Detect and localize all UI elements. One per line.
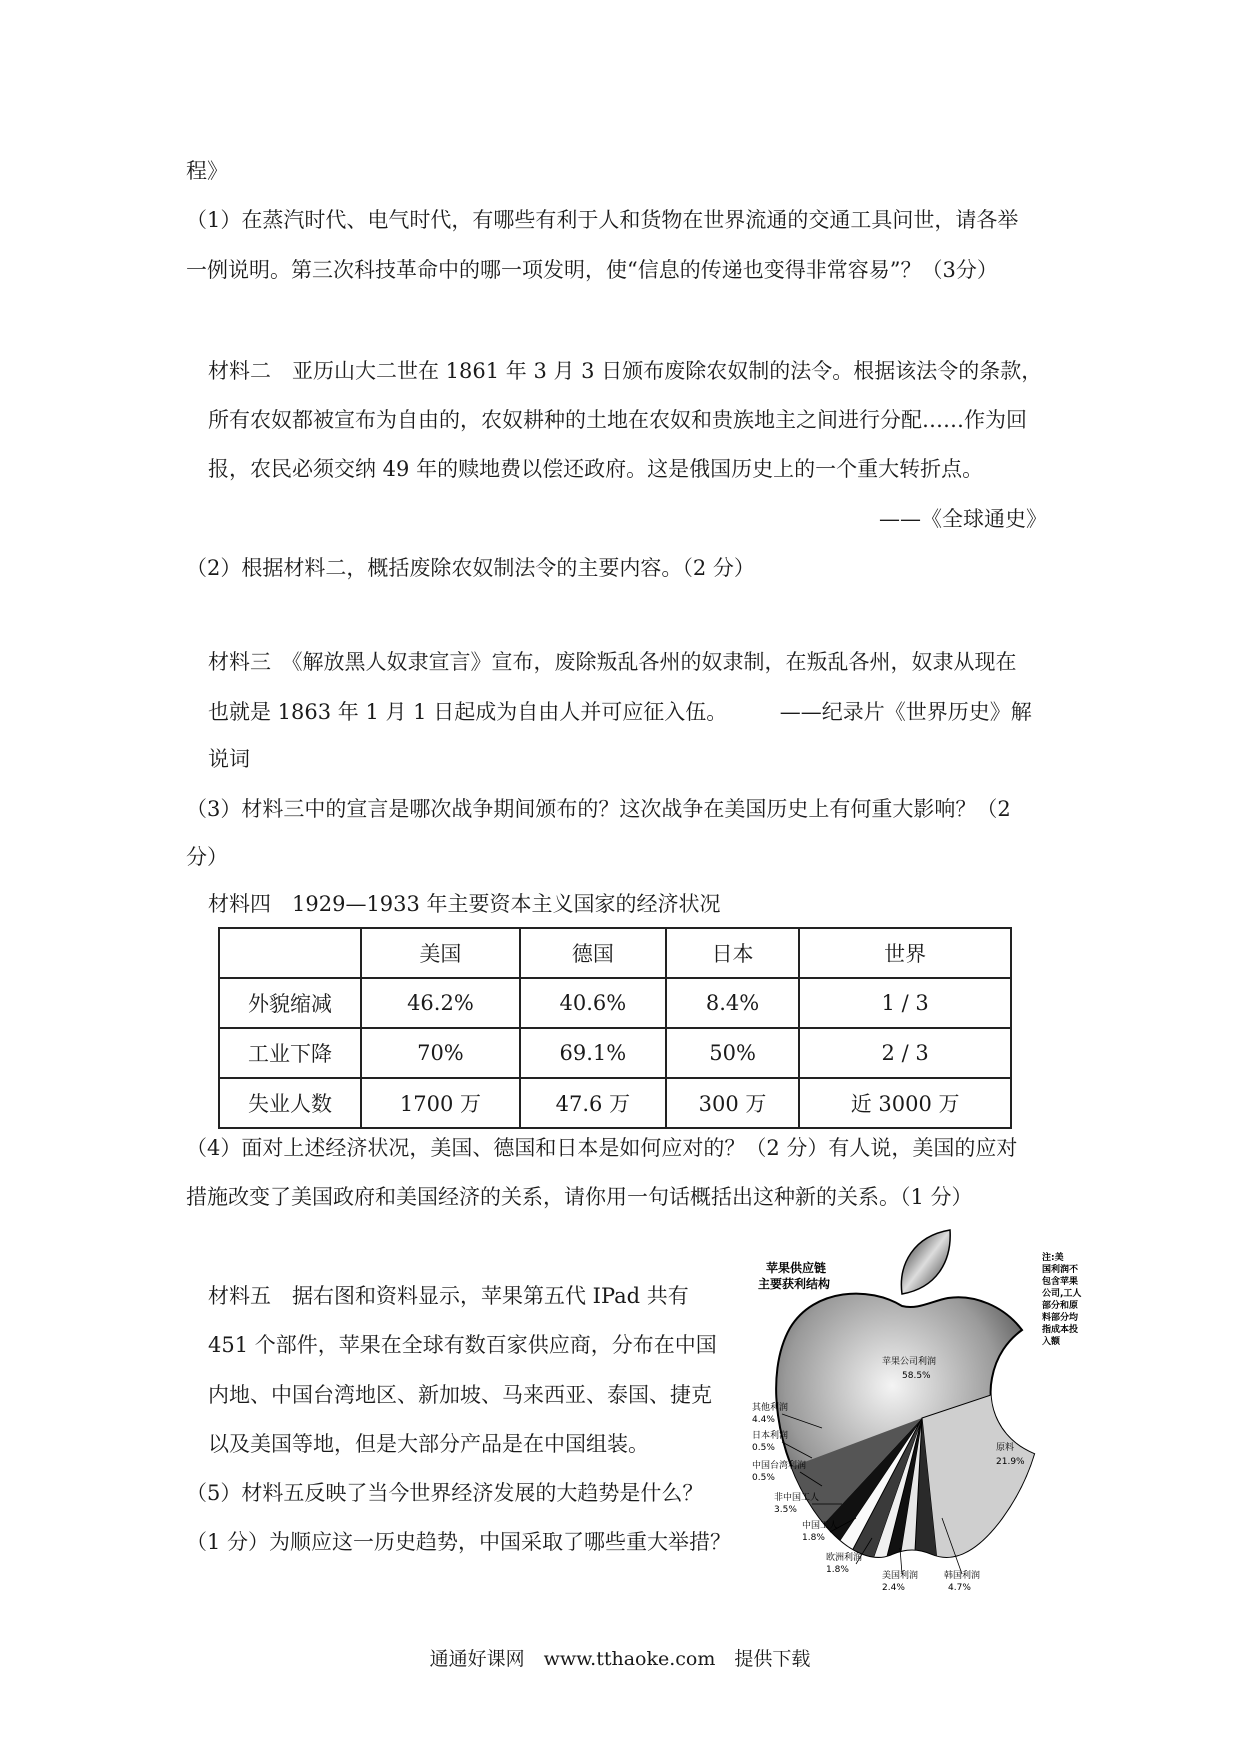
svg-text:注:美: 注:美 (1042, 1253, 1064, 1263)
material-3-line: 也就是 1863 年 1 月 1 日起成为自由人并可应征入伍。 ——纪录片《世界历史》解 (208, 700, 1032, 724)
label-taiwan: 中国台湾利润 (752, 1461, 807, 1471)
table-row (219, 1028, 1011, 1078)
svg-text:指成本投: 指成本投 (1042, 1325, 1079, 1335)
table-cell: 2 / 3 (799, 1028, 1011, 1078)
material-5-line: 内地、中国台湾地区、新加坡、马来西亚、泰国、捷克 (208, 1383, 712, 1407)
apple-leaf (901, 1230, 950, 1294)
value-non-china-workers: 3.5% (774, 1505, 797, 1515)
svg-text:部分和原: 部分和原 (1042, 1301, 1079, 1311)
table-cell: 工业下降 (219, 1028, 361, 1078)
question-4-line: 措施改变了美国政府和美国经济的关系，请你用一句话概括出这种新的关系。（1 分） (186, 1185, 973, 1209)
table-header-cell: 美国 (361, 928, 520, 978)
value-usa: 2.4% (882, 1583, 905, 1593)
label-europe: 欧洲利润 (826, 1553, 863, 1563)
svg-text:料部分均: 料部分均 (1042, 1313, 1079, 1323)
svg-text:包含苹果: 包含苹果 (1042, 1277, 1079, 1287)
question-3-line: 分） (186, 845, 228, 869)
svg-text:入额: 入额 (1042, 1337, 1061, 1347)
table-header-cell (219, 928, 361, 978)
material-2-line: 材料二 亚历山大二世在 1861 年 3 月 3 日颁布废除农奴制的法令。根据该法令的条款， (208, 359, 1043, 383)
apple-profit-figure (752, 1228, 1092, 1612)
label-japan: 日本利润 (752, 1431, 789, 1441)
table-cell: 69.1% (520, 1028, 666, 1078)
table-cell: 47.6 万 (520, 1078, 666, 1128)
material-2-line: 报，农民必须交纳 49 年的赎地费以偿还政府。这是俄国历史上的一个重大转折点。 (208, 457, 984, 481)
value-china-workers: 1.8% (802, 1533, 825, 1543)
value-taiwan: 0.5% (752, 1473, 775, 1483)
value-korea: 4.7% (948, 1583, 971, 1593)
table-header-cell: 德国 (520, 928, 666, 978)
question-1-line: 一例说明。第三次科技革命中的哪一项发明，使“信息的传递也变得非常容易”？（3分） (186, 258, 998, 282)
table-header-row (219, 928, 1011, 978)
label-apple: 苹果公司利润 (882, 1357, 937, 1367)
label-other: 其他利润 (752, 1403, 789, 1413)
material-3-line: 说词 (208, 747, 250, 771)
table-row (219, 978, 1011, 1028)
material-2-line: 所有农奴都被宣布为自由的，农奴耕种的土地在农奴和贵族地主之间进行分配……作为回 (208, 408, 1027, 432)
svg-text:国利润不: 国利润不 (1042, 1265, 1079, 1275)
material-2-source: ——《全球通史》 (879, 507, 1047, 531)
table-cell: 1 / 3 (799, 978, 1011, 1028)
table-row (219, 1078, 1011, 1128)
table-header-cell: 日本 (666, 928, 799, 978)
question-2: （2）根据材料二，概括废除农奴制法令的主要内容。（2 分） (186, 556, 755, 580)
figure-note (1042, 1251, 1081, 1347)
question-1-line: （1）在蒸汽时代、电气时代，有哪些有利于人和货物在世界流通的交通工具问世，请各举 (186, 208, 1019, 232)
material-4-title: 材料四 1929—1933 年主要资本主义国家的经济状况 (208, 892, 721, 916)
question-4-line: （4）面对上述经济状况，美国、德国和日本是如何应对的？（2 分）有人说，美国的应对 (186, 1136, 1018, 1160)
material-3-line: 材料三 《解放黑人奴隶宣言》宣布，废除叛乱各州的奴隶制，在叛乱各州，奴隶从现在 (208, 650, 1017, 674)
label-usa: 美国利润 (882, 1571, 919, 1581)
table-cell: 1700 万 (361, 1078, 520, 1128)
question-5-line: （1 分）为顺应这一历史趋势，中国采取了哪些重大举措？ (186, 1530, 732, 1554)
label-non-china-workers: 非中国工人 (774, 1493, 820, 1503)
svg-text:公司,工人: 公司,工人 (1042, 1289, 1082, 1299)
table-cell: 失业人数 (219, 1078, 361, 1128)
table-cell: 外貌缩减 (219, 978, 361, 1028)
value-apple: 58.5% (902, 1371, 931, 1381)
table-cell: 70% (361, 1028, 520, 1078)
material-5-line: 材料五 据右图和资料显示，苹果第五代 IPad 共有 (208, 1284, 689, 1308)
value-europe: 1.8% (826, 1565, 849, 1575)
label-raw: 原料 (996, 1443, 1015, 1453)
material-5-line: 以及美国等地，但是大部分产品是在中国组装。 (208, 1432, 649, 1456)
value-japan: 0.5% (752, 1443, 775, 1453)
label-korea: 韩国利润 (944, 1571, 981, 1581)
figure-title: 苹果供应链 (766, 1261, 827, 1275)
economy-table (218, 927, 1012, 1129)
table-cell: 8.4% (666, 978, 799, 1028)
table-cell: 近 3000 万 (799, 1078, 1011, 1128)
footer-credit: 通通好课网 www.tthaoke.com 提供下载 (429, 1648, 811, 1670)
table-header-cell: 世界 (799, 928, 1011, 978)
text-line: 程》 (186, 159, 228, 183)
table-cell: 40.6% (520, 978, 666, 1028)
table-cell: 300 万 (666, 1078, 799, 1128)
label-china-workers: 中国工人 (802, 1521, 839, 1531)
slice-raw-materials (922, 1378, 1042, 1608)
value-other: 4.4% (752, 1415, 775, 1425)
figure-title: 主要获利结构 (758, 1277, 831, 1291)
value-raw: 21.9% (996, 1457, 1025, 1467)
question-5-line: （5）材料五反映了当今世界经济发展的大趋势是什么？ (186, 1481, 704, 1505)
question-3-line: （3）材料三中的宣言是哪次战争期间颁布的？这次战争在美国历史上有何重大影响？（2 (186, 797, 1011, 821)
material-5-line: 451 个部件，苹果在全球有数百家供应商，分布在中国 (208, 1333, 717, 1357)
table-cell: 46.2% (361, 978, 520, 1028)
table-cell: 50% (666, 1028, 799, 1078)
